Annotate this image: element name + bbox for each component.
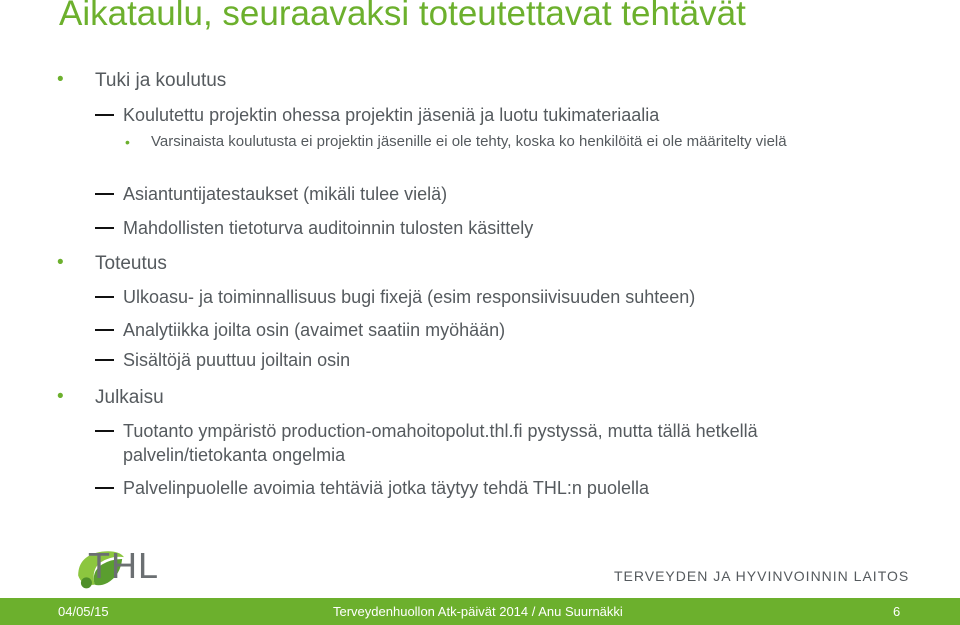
dash-icon — [95, 227, 114, 229]
institution-name: TERVEYDEN JA HYVINVOINNIN LAITOS — [614, 568, 910, 584]
dash-icon — [95, 487, 114, 489]
dash-icon — [95, 329, 114, 331]
bullet-julkaisu — [57, 386, 164, 409]
sub-sub-bullet-text: Varsinaista koulutusta ei projektin jäsenille ei ole tehty, koska ko henkilöitä ei ole määritelty vielä — [151, 133, 787, 150]
sub-bullet-tuotanto-continued — [123, 443, 345, 467]
sub-bullet-sisaltoja — [123, 348, 350, 372]
sub-bullet-text: Asiantuntijatestaukset (mikäli tulee vielä) — [123, 184, 448, 204]
sub-bullet-text: Sisältöjä puuttuu joiltain osin — [123, 350, 351, 370]
bullet-tuki-ja-koulutus — [57, 69, 227, 92]
dash-icon — [95, 114, 114, 116]
sub-bullet-asiantuntija — [123, 182, 447, 206]
sub-bullet-text: Koulutettu projektin ohessa projektin jäseniä ja luotu tukimateriaalia — [123, 105, 660, 125]
sub-bullet-analytiikka — [123, 318, 505, 342]
sub-bullet-text: Tuotanto ympäristö production-omahoitopolut.thl.fi pystyssä, mutta tällä hetkellä — [123, 421, 758, 441]
slide-title: Aikataulu, seuraavaksi toteutettavat tehtävät — [59, 0, 746, 33]
page-number: 6 — [893, 604, 901, 619]
thl-logo-text: THL — [88, 545, 160, 586]
sub-bullet-palvelinpuolelle — [123, 476, 649, 500]
bullet-icon: • — [57, 69, 64, 90]
bullet-icon: • — [57, 386, 64, 407]
sub-bullet-text: Ulkoasu- ja toiminnallisuus bugi fixejä (esim responsiivisuuden suhteen) — [123, 287, 696, 307]
sub-bullet-text: Palvelinpuolelle avoimia tehtäviä jotka täytyy tehdä THL:n puolella — [123, 478, 649, 498]
footer-bar — [0, 598, 960, 625]
sub-sub-bullet-varsinaista — [125, 132, 851, 152]
bullet-icon: • — [125, 134, 130, 150]
bullet-toteutus — [57, 252, 167, 275]
dash-icon — [95, 430, 114, 432]
bullet-icon: • — [57, 252, 64, 273]
sub-bullet-text: Mahdollisten tietoturva auditoinnin tulosten käsittely — [123, 218, 534, 238]
bullet-heading: Julkaisu — [95, 387, 164, 408]
dash-icon — [95, 193, 114, 195]
sub-bullet-koulutettu — [123, 103, 659, 127]
footer-event-author: Terveydenhuollon Atk-päivät 2014 / Anu Suurnäkki — [333, 604, 623, 619]
sub-bullet-tietoturva — [123, 216, 533, 240]
sub-bullet-text: palvelin/tietokanta ongelmia — [123, 445, 346, 465]
bullet-heading: Toteutus — [95, 253, 167, 274]
footer-date: 04/05/15 — [58, 604, 109, 619]
sub-bullet-ulkoasu — [123, 285, 695, 309]
sub-bullet-text: Analytiikka joilta osin (avaimet saatiin myöhään) — [123, 320, 506, 340]
dash-icon — [95, 359, 114, 361]
dash-icon — [95, 296, 114, 298]
sub-bullet-tuotanto — [123, 419, 758, 443]
bullet-heading: Tuki ja koulutus — [95, 70, 227, 91]
